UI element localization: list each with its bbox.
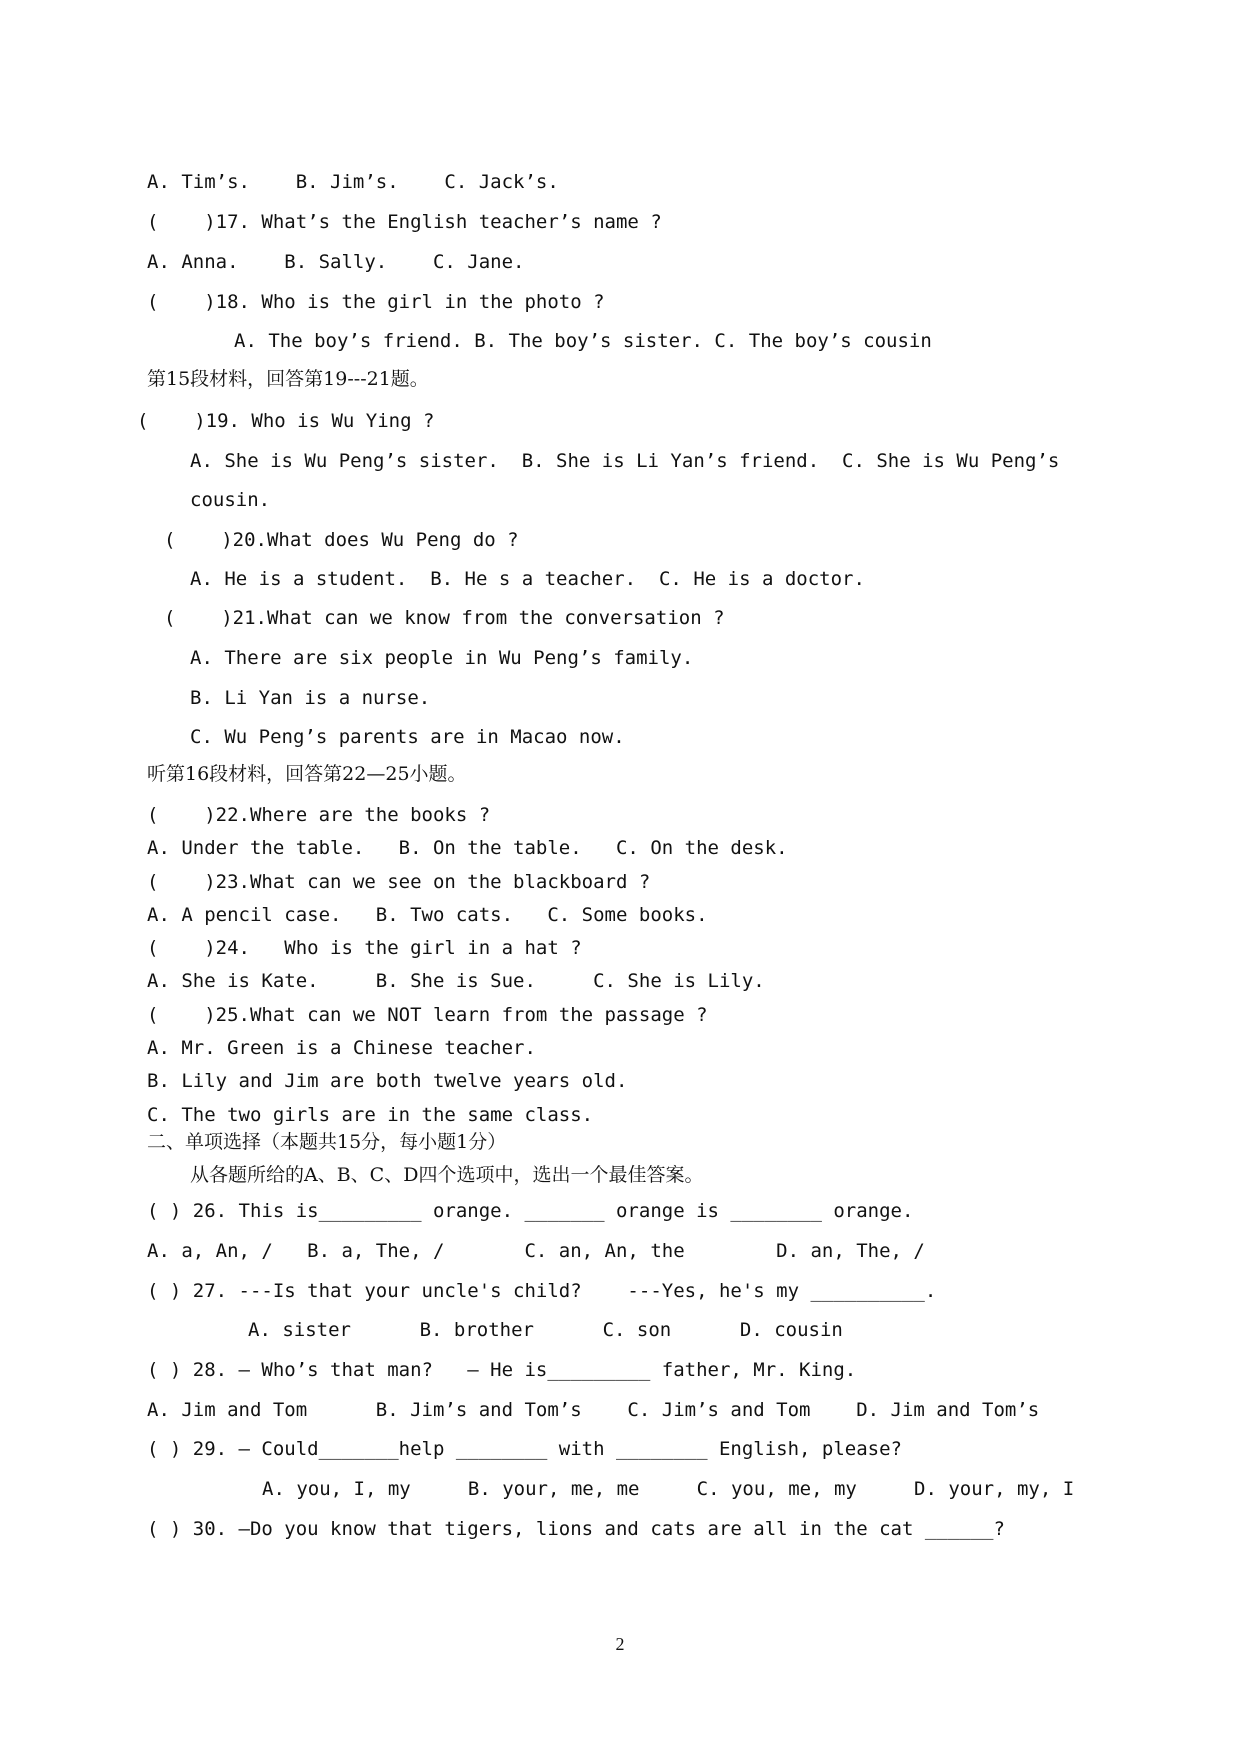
- page-number: 2: [615, 1634, 625, 1654]
- text-line: A. There are six people in Wu Peng’s family.: [190, 647, 694, 669]
- section-heading: 听第16段材料，回答第22—25小题。: [147, 763, 467, 785]
- text-line: A. you, I, my B. your, me, me C. you, me, my D. your, my, I: [262, 1478, 1075, 1500]
- text-line: A. She is Kate. B. She is Sue. C. She is Lily.: [147, 970, 765, 992]
- text-line: A. The boy’s friend. B. The boy’s sister. C. The boy’s cousin: [234, 330, 932, 352]
- text-line: A. Anna. B. Sally. C. Jane.: [147, 251, 525, 273]
- text-line: A. sister B. brother C. son D. cousin: [248, 1319, 843, 1341]
- question-27: ( ) 27. ---Is that your uncle's child? ---Yes, he's my __________.: [147, 1280, 937, 1302]
- text-line: B. Lily and Jim are both twelve years old.: [147, 1070, 628, 1092]
- text-line: C. The two girls are in the same class.: [147, 1104, 594, 1126]
- question-30: ( ) 30. —Do you know that tigers, lions and cats are all in the cat ______?: [147, 1518, 1005, 1540]
- text-line: A. Jim and Tom B. Jim’s and Tom’s C. Jim’s and Tom D. Jim and Tom’s: [147, 1399, 1040, 1421]
- text-line: C. Wu Peng’s parents are in Macao now.: [190, 726, 625, 748]
- text-line: A. He is a student. B. He s a teacher. C. He is a doctor.: [190, 568, 865, 590]
- section-heading: 第15段材料，回答第19---21题。: [147, 368, 429, 390]
- question-18: ( )18. Who is the girl in the photo ?: [147, 291, 605, 313]
- instructions: 从各题所给的A、B、C、D四个选项中，选出一个最佳答案。: [190, 1164, 704, 1186]
- text-line: A. a, An, / B. a, The, / C. an, An, the D. an, The, /: [147, 1240, 925, 1262]
- text-line: B. Li Yan is a nurse.: [190, 687, 431, 709]
- text-line: A. Under the table. B. On the table. C. On the desk.: [147, 837, 788, 859]
- question-29: ( ) 29. — Could_______help ________ with ________ English, please?: [147, 1438, 902, 1460]
- question-28: ( ) 28. — Who’s that man? — He is_________ father, Mr. King.: [147, 1359, 857, 1381]
- question-26: ( ) 26. This is_________ orange. _______ orange is ________ orange.: [147, 1200, 914, 1222]
- section-heading: 二、单项选择（本题共15分，每小题1分）: [147, 1131, 507, 1153]
- text-line: A. Tim’s. B. Jim’s. C. Jack’s.: [147, 171, 559, 193]
- question-17: ( )17. What’s the English teacher’s name ?: [147, 211, 662, 233]
- text-line: A. A pencil case. B. Two cats. C. Some books.: [147, 904, 708, 926]
- question-24: ( )24. Who is the girl in a hat ?: [147, 937, 582, 959]
- question-19: ( )19. Who is Wu Ying ?: [137, 410, 435, 432]
- question-23: ( )23.What can we see on the blackboard ?: [147, 871, 651, 893]
- text-line: cousin.: [190, 489, 271, 511]
- question-21: ( )21.What can we know from the conversation ?: [164, 607, 725, 629]
- question-22: ( )22.Where are the books ?: [147, 804, 491, 826]
- text-line: A. Mr. Green is a Chinese teacher.: [147, 1037, 536, 1059]
- text-line: A. She is Wu Peng’s sister. B. She is Li Yan’s friend. C. She is Wu Peng’s: [190, 450, 1060, 472]
- question-25: ( )25.What can we NOT learn from the passage ?: [147, 1004, 708, 1026]
- question-20: ( )20.What does Wu Peng do ?: [164, 529, 519, 551]
